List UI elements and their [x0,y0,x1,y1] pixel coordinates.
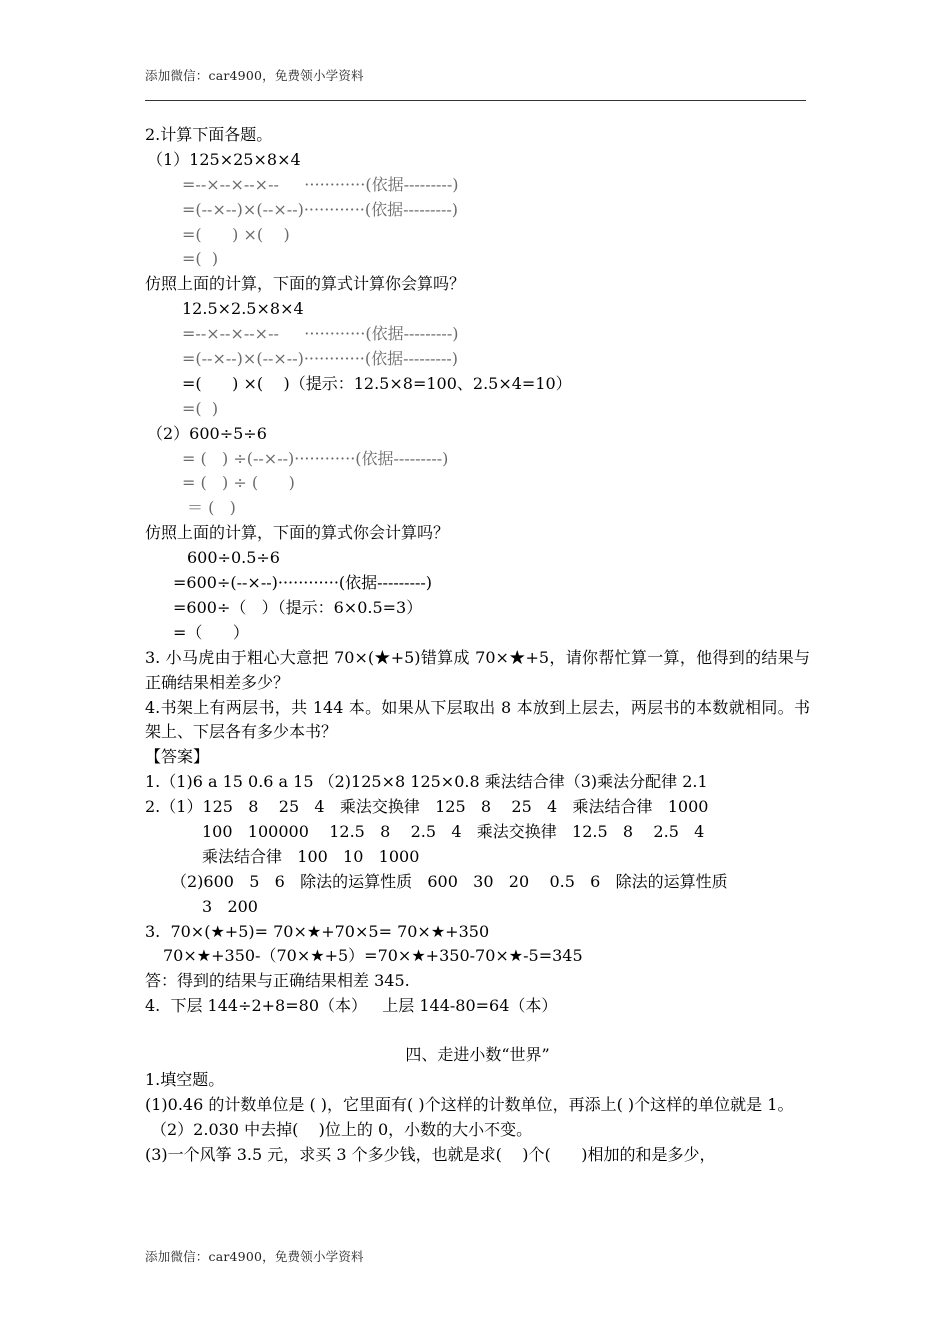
problem-2-part-2-label: （2）600÷5÷6 [147,423,267,443]
answer-2-line-1: 2.（1）125 8 25 4 乘法交换律 125 8 25 4 乘法结合律 1000 [145,797,709,817]
problem-2-title: 2.计算下面各题。 [145,125,273,144]
section-4-q1-2: （2）2.030 中去掉( )位上的 0，小数的大小不变。 [151,1119,533,1139]
section-4-title: 四、走进小数“世界” [405,1045,550,1065]
answer-2-line-3: 乘法结合律 100 10 1000 [202,846,420,866]
calc-step: =( ) ×( )（提示：12.5×8=100、2.5×4=10） [182,373,572,393]
imitate-expression-1: 12.5×2.5×8×4 [182,299,304,319]
calc-step: =（ ） [173,622,249,642]
answer-2-line-2: 100 100000 12.5 8 2.5 4 乘法交换律 12.5 8 2.5 4 [202,822,705,842]
calc-step: =600÷(--×--)············(依据---------) [173,573,433,593]
section-4-q1-title: 1.填空题。 [145,1070,225,1090]
answer-4: 4. 下层 144÷2+8=80（本） 上层 144-80=64（本） [145,996,558,1016]
calc-step: = ( ) ÷ ( ) [182,473,295,493]
calc-step: =--×--×--×-- ············(依据---------) [182,174,459,194]
answer-3-conclusion: 答：得到的结果与正确结果相差 345. [145,971,410,991]
calc-step: =( ) [182,398,219,418]
section-4-q1-3: (3)一个风筝 3.5 元，求买 3 个多少钱，也就是求( )个( )相加的和是多少， [145,1144,716,1164]
calc-step: = ( ) ÷(--×--)············(依据---------) [182,448,449,468]
answer-1: 1.（1)6 a 15 0.6 a 15 （2)125×8 125×0.8 乘法结合律（3)乘法分配律 2.1 [145,772,708,792]
calc-step: =(--×--)×(--×--)············(依据---------) [182,199,459,219]
answer-3-line-1: 3. 70×(★+5)= 70×★+70×5= 70×★+350 [145,921,490,941]
calc-step: ＝ ( ) [187,498,236,518]
page-header: 添加微信：car4900，免费领小学资料 [145,68,364,83]
problem-4: 4.书架上有两层书，共 144 本。如果从下层取出 8 本放到上层去，两层书的本数就相同。书架上、下层各有多少本书？ [145,697,810,742]
calc-step: =600÷（ ）（提示：6×0.5=3） [173,597,423,617]
page-footer: 添加微信：car4900，免费领小学资料 [145,1249,364,1264]
problem-2-part-1-label: （1）125×25×8×4 [147,149,301,169]
document-body [145,123,810,1168]
imitate-expression-2: 600÷0.5÷6 [187,548,280,568]
section-4-q1-1: (1)0.46 的计数单位是 ( )，它里面有( )个这样的计数单位，再添上( )个这样的单位就是 1。 [145,1094,794,1114]
answer-2-part-2-line-1: （2)600 5 6 除法的运算性质 600 30 20 0.5 6 除法的运算性质 [171,871,728,891]
calc-step: =( ) [182,249,219,269]
calc-step: =(--×--)×(--×--)············(依据---------) [182,349,459,369]
answers-heading: 【答案】 [145,747,210,767]
header-divider [145,100,806,101]
answer-3-line-2: 70×★+350-（70×★+5）=70×★+350-70×★-5=345 [163,946,583,966]
answer-2-part-2-line-2: 3 200 [202,896,258,916]
imitate-prompt-1: 仿照上面的计算，下面的算式计算你会算吗？ [145,274,466,294]
calc-step: =--×--×--×-- ············(依据---------) [182,324,459,344]
problem-3: 3. 小马虎由于粗心大意把 70×(★+5)错算成 70×★+5，请你帮忙算一算，他得到的结果与正确结果相差多少？ [145,647,810,692]
imitate-prompt-2: 仿照上面的计算，下面的算式你会计算吗？ [145,523,450,543]
calc-step: =( ) ×( ) [182,224,290,244]
